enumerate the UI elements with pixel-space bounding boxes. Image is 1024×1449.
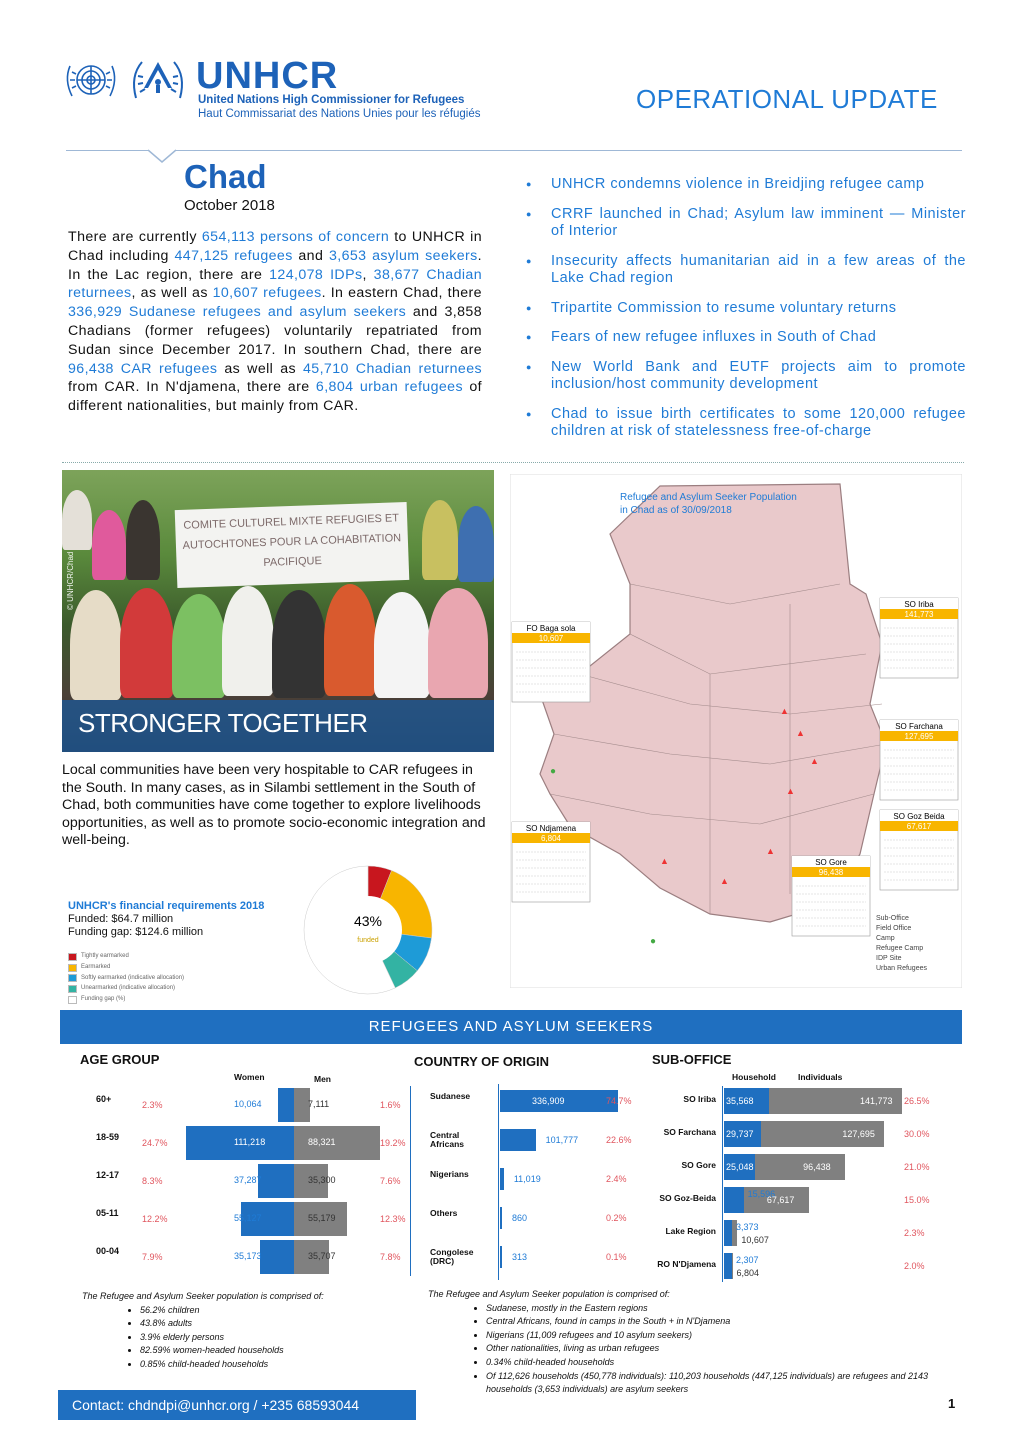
suboffice-label: SO Farchana (663, 1127, 716, 1137)
legend-swatch (68, 964, 77, 972)
origin-percent: 2.4% (606, 1174, 627, 1184)
unhcr-logo (126, 52, 190, 108)
legend-item (68, 952, 188, 963)
intro-text: and 3,858 Chadians (former refugees) voluntarily repatriated from Sudan since December 2017. In southern Chad, there are (68, 304, 482, 358)
header-notch (148, 148, 176, 164)
intro-highlight: 45,710 Chadian returnees (303, 360, 482, 377)
men-percent: 7.8% (380, 1252, 401, 1262)
highlight-item: ● Tripartite Commission to resume voluntary returns (526, 300, 966, 318)
intro-highlight: 3,653 asylum seekers (328, 247, 478, 264)
men-bar (294, 1126, 380, 1160)
suboffice-percent: 21.0% (904, 1162, 930, 1172)
map-office-name: SO Farchana (895, 722, 943, 731)
household-value: 15,596 (747, 1189, 776, 1199)
suboffice-label: SO Gore (681, 1160, 716, 1170)
men-percent: 1.6% (380, 1100, 401, 1110)
age-note: • 0.85% child-headed households (140, 1358, 412, 1372)
men-value: 35,707 (308, 1251, 336, 1261)
svg-text:●: ● (550, 766, 557, 777)
header-divider (66, 150, 962, 151)
suboffice-label: SO Iriba (683, 1094, 716, 1104)
photo-title: STRONGER TOGETHER (78, 708, 368, 738)
legend-label: Funding gap (%) (81, 996, 126, 1003)
map-office-value: 96,438 (818, 868, 844, 877)
map-office-value: 67,617 (906, 822, 932, 831)
household-value: 3,373 (736, 1222, 759, 1232)
suboffice-label: SO Goz-Beida (659, 1193, 716, 1203)
age-note: • 3.9% elderly persons (140, 1331, 412, 1345)
women-value: 37,287 (234, 1175, 262, 1185)
brand-subtitle-en: United Nations High Commissioner for Refugees (198, 94, 465, 106)
funding-donut-chart (300, 862, 436, 998)
svg-text:▲: ▲ (766, 846, 775, 856)
finance-legend (68, 952, 188, 1006)
svg-text:▲: ▲ (786, 786, 795, 796)
map-office-box (880, 720, 958, 800)
women-percent: 24.7% (142, 1138, 168, 1148)
origin-title: COUNTRY OF ORIGIN (414, 1054, 550, 1069)
map-office-value: 141,773 (904, 610, 934, 619)
intro-highlight: 124,078 IDPs (269, 266, 363, 283)
origin-bar (500, 1246, 502, 1268)
women-percent: 8.3% (142, 1176, 163, 1186)
page-number: 1 (948, 1396, 956, 1411)
origin-notes-title: The Refugee and Asylum Seeker population is comprised of: (428, 1289, 670, 1299)
age-group-title: AGE GROUP (80, 1052, 160, 1067)
origin-note: • Central Africans, found in camps in the South + in N'Djamena (486, 1315, 948, 1329)
household-bar (724, 1187, 744, 1213)
men-value: 35,300 (308, 1175, 336, 1185)
svg-text:▲: ▲ (660, 856, 669, 866)
intro-paragraph (68, 228, 482, 416)
origin-bar (500, 1207, 502, 1229)
intro-highlight: 447,125 refugees (174, 247, 293, 264)
contact-info[interactable]: Contact: chdndpi@unhcr.org / +235 68593044 (58, 1390, 416, 1420)
intro-text: to UNHCR in Chad including (68, 229, 482, 264)
intro-highlight: 336,929 Sudanese refugees and asylum seekers (68, 304, 407, 321)
map-office-box (880, 810, 958, 890)
age-note: • 43.8% adults (140, 1317, 412, 1331)
intro-highlight: 654,113 persons of concern (201, 229, 390, 245)
report-date: October 2018 (184, 197, 275, 214)
household-value: 29,737 (726, 1129, 754, 1139)
highlight-item: ● Chad to issue birth certificates to some 120,000 refugee children at risk of statelessness free-of-charge (526, 406, 966, 441)
legend-swatch (68, 985, 77, 993)
map-office-box (512, 622, 590, 702)
women-bar (258, 1164, 294, 1198)
household-bar (724, 1253, 732, 1279)
origin-bar (500, 1129, 536, 1151)
legend-item (68, 974, 188, 985)
origin-value: 101,777 (545, 1135, 579, 1145)
brand-subtitle-fr: Haut Commissariat des Nations Unies pour les réfugiés (198, 108, 481, 120)
origin-note: • Other nationalities, living as urban refugees (486, 1342, 948, 1356)
suboffice-percent: 26.5% (904, 1096, 930, 1106)
map-office-name: SO Ndjamena (525, 824, 577, 833)
individuals-value: 6,804 (736, 1268, 760, 1278)
origin-label: Central Africans (430, 1130, 465, 1149)
section-divider (62, 462, 964, 463)
suboffice-percent: 15.0% (904, 1195, 930, 1205)
men-percent: 12.3% (380, 1214, 406, 1224)
svg-text:▲: ▲ (810, 756, 819, 766)
origin-percent: 74.7% (606, 1096, 632, 1106)
legend-swatch (68, 974, 77, 982)
intro-text: of different nationalities, but mainly from CAR. (68, 379, 482, 415)
women-bar (260, 1240, 294, 1274)
men-percent: 7.6% (380, 1176, 401, 1186)
highlight-item: ● UNHCR condemns violence in Breidjing refugee camp (526, 176, 966, 194)
suboffice-title: SUB-OFFICE (652, 1052, 732, 1067)
suboffice-percent: 2.0% (904, 1261, 925, 1271)
un-emblem-logo (62, 54, 120, 106)
men-percent: 19.2% (380, 1138, 406, 1148)
household-value: 35,568 (726, 1096, 754, 1106)
svg-text:▲: ▲ (720, 876, 729, 886)
map-title-line1: Refugee and Asylum Seeker Population (620, 492, 797, 503)
women-value: 111,218 (234, 1137, 266, 1147)
intro-text: as well as (217, 360, 303, 377)
age-label: 00-04 (96, 1246, 120, 1256)
origin-label: Sudanese (430, 1091, 471, 1101)
age-note: • 56.2% children (140, 1304, 412, 1318)
individuals-col-label: Individuals (798, 1072, 843, 1082)
women-label: Women (234, 1072, 265, 1082)
origin-axis (498, 1084, 499, 1280)
finance-gap: Funding gap: $124.6 million (68, 926, 204, 938)
women-bar (278, 1088, 294, 1122)
legend-item (68, 963, 188, 974)
map-office-box (512, 822, 590, 902)
map-title-line2: in Chad as of 30/09/2018 (620, 505, 732, 516)
map-legend-item: Camp (876, 935, 895, 942)
map-office-value: 10,607 (538, 634, 564, 643)
intro-highlight: 38,677 Chadian returnees (68, 266, 482, 302)
photo-credit: © UNHCR/Chad (66, 551, 75, 610)
household-value: 2,307 (736, 1255, 759, 1265)
origin-value: 336,909 (532, 1096, 565, 1106)
community-photo (62, 470, 494, 752)
suboffice-percent: 2.3% (904, 1228, 925, 1238)
intro-text: , (362, 266, 374, 283)
household-col-label: Household (732, 1072, 776, 1082)
intro-highlight: 96,438 CAR refugees (68, 360, 218, 377)
finance-funded: Funded: $64.7 million (68, 913, 174, 925)
origin-label: Others (430, 1208, 458, 1218)
intro-highlight: 6,804 urban refugees (315, 379, 463, 396)
map-office-box (792, 856, 870, 936)
origin-percent: 22.6% (606, 1135, 632, 1145)
svg-text:●: ● (650, 936, 657, 947)
highlight-item: ● Insecurity affects humanitarian aid in a few areas of the Lake Chad region (526, 253, 966, 288)
photo-caption-text: Local communities have been very hospitable to CAR refugees in the South. In many cases, as in Silambi settlement in the South of Chad, both communities have come together to explore livelihoods opportunities, as well as to promote socio-economic integration and well-being. (62, 762, 486, 849)
legend-label: Softly earmarked (indicative allocation) (81, 974, 185, 981)
svg-text:▲: ▲ (796, 728, 805, 738)
women-percent: 7.9% (142, 1252, 163, 1262)
individuals-value: 96,438 (803, 1162, 831, 1172)
map-legend-item: Urban Refugees (876, 965, 927, 972)
women-value: 10,064 (234, 1099, 262, 1109)
intro-highlight: 10,607 refugees (212, 285, 322, 302)
legend-label: Tightly earmarked (81, 953, 129, 959)
origin-value: 11,019 (513, 1174, 541, 1184)
household-bar (724, 1220, 732, 1246)
age-note: • 82.59% women-headed households (140, 1344, 412, 1358)
age-label: 12-17 (96, 1170, 120, 1180)
legend-label: Unearmarked (indicative allocation) (81, 985, 176, 992)
age-label: 05-11 (96, 1208, 119, 1218)
map-office-name: SO Iriba (904, 600, 934, 609)
origin-label: Nigerians (430, 1169, 469, 1179)
origin-label: Congolese (DRC) (430, 1247, 474, 1266)
women-value: 55,127 (234, 1213, 262, 1223)
suboffice-axis (722, 1086, 723, 1282)
origin-value: 860 (512, 1213, 528, 1223)
men-value: 88,321 (308, 1137, 336, 1147)
individuals-value: 10,607 (741, 1235, 769, 1245)
origin-note: • Nigerians (11,009 refugees and 10 asylum seekers) (486, 1329, 948, 1343)
origin-bar (500, 1168, 504, 1190)
intro-text: . In eastern Chad, there (321, 285, 482, 302)
legend-swatch (68, 996, 77, 1004)
highlight-item: ● New World Bank and EUTF projects aim to promote inclusion/host community development (526, 359, 966, 394)
map-office-value: 127,695 (904, 732, 934, 741)
suboffice-label: Lake Region (665, 1226, 716, 1236)
legend-item (68, 995, 188, 1006)
suboffice-bar-chart (642, 1086, 938, 1282)
brand-name: UNHCR (196, 55, 339, 97)
origin-note: • 0.34% child-headed households (486, 1356, 948, 1370)
individuals-value: 141,773 (860, 1096, 893, 1106)
intro-text: and (292, 247, 329, 264)
pyramid-axis (410, 1086, 411, 1276)
men-value: 55,179 (308, 1213, 336, 1223)
origin-value: 313 (512, 1252, 528, 1262)
household-value: 25,048 (726, 1162, 754, 1172)
map-legend-item: Sub-Office (876, 915, 909, 922)
highlight-item: ● Fears of new refugee influxes in South of Chad (526, 329, 966, 347)
funded-label: funded (357, 937, 379, 944)
men-value: 7,111 (308, 1099, 330, 1109)
legend-item (68, 984, 188, 995)
origin-percent: 0.2% (606, 1213, 627, 1223)
women-percent: 12.2% (142, 1214, 168, 1224)
intro-text: , as well as (131, 285, 213, 302)
map-office-name: SO Goz Beida (893, 812, 945, 821)
svg-text:▲: ▲ (780, 706, 789, 716)
map-legend-item: Refugee Camp (876, 945, 924, 952)
country-title: Chad (184, 158, 267, 195)
map-office-value: 6,804 (540, 834, 562, 843)
individuals-value: 67,617 (766, 1195, 795, 1205)
origin-notes (428, 1288, 948, 1397)
suboffice-label: RO N'Djamena (657, 1259, 716, 1269)
photo-banner: COMITE CULTUREL MIXTE REFUGIES ET AUTOCHTONES POUR LA COHABITATION PACIFIQUE (175, 502, 410, 588)
age-label: 18-59 (96, 1132, 120, 1142)
intro-text: from CAR. In N'djamena, there are (68, 379, 316, 396)
map-legend-item: IDP Site (876, 955, 902, 962)
age-pyramid (80, 1086, 410, 1276)
origin-note: • Of 112,626 households (450,778 individuals): 110,203 households (447,125 individuals) are refugees and 2143 households (3,653 individuals) are asylum seekers (486, 1370, 948, 1397)
map-office-name: FO Baga sola (526, 624, 576, 633)
intro-text: There are currently (68, 229, 202, 245)
origin-bar-chart (426, 1084, 638, 1280)
individuals-value: 127,695 (842, 1129, 875, 1139)
legend-swatch (68, 953, 77, 961)
population-map (510, 474, 962, 988)
highlight-item: ● CRRF launched in Chad; Asylum law imminent — Minister of Interior (526, 206, 966, 241)
intro-text: . In the Lac region, there are (68, 247, 482, 283)
finance-title: UNHCR's financial requirements 2018 (68, 900, 265, 912)
legend-label: Earmarked (81, 963, 111, 970)
women-value: 35,173 (234, 1251, 262, 1261)
highlights-list (526, 176, 966, 453)
document-type: OPERATIONAL UPDATE (636, 84, 938, 114)
men-label: Men (314, 1074, 331, 1084)
suboffice-percent: 30.0% (904, 1129, 930, 1139)
map-legend-item: Field Office (876, 925, 912, 932)
age-notes (82, 1290, 412, 1372)
map-office-name: SO Gore (815, 858, 847, 867)
age-notes-title: The Refugee and Asylum Seeker population is comprised of: (82, 1291, 324, 1301)
origin-percent: 0.1% (606, 1252, 627, 1262)
origin-note: • Sudanese, mostly in the Eastern regions (486, 1302, 948, 1316)
women-percent: 2.3% (142, 1100, 163, 1110)
section-title-bar: REFUGEES AND ASYLUM SEEKERS (60, 1010, 962, 1044)
funded-percent: 43% (353, 913, 383, 929)
age-label: 60+ (96, 1094, 112, 1104)
map-office-box (880, 598, 958, 678)
